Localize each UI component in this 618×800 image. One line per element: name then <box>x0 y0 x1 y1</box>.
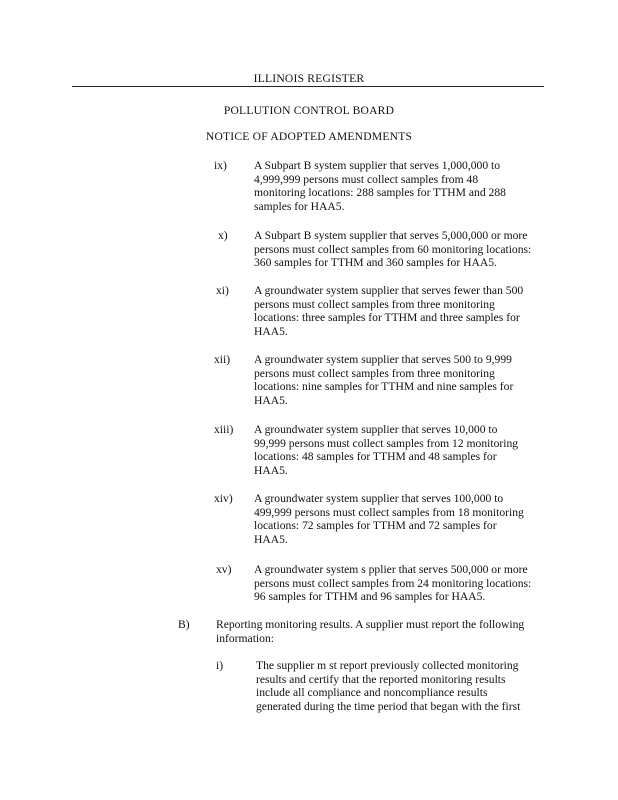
item-number: xii) <box>214 353 231 366</box>
item-text <box>254 563 531 604</box>
item-number: B) <box>178 618 190 631</box>
item-line: 96 samples for TTHM and 96 samples for HAA5. <box>254 590 486 604</box>
item-line: A groundwater system supplier that serves 10,000 to <box>254 423 498 436</box>
item-line: generated during the time period that began with the first <box>256 699 521 713</box>
board-name: POLLUTION CONTROL BOARD <box>223 104 395 117</box>
item-line: samples for HAA5. <box>254 199 345 213</box>
item-line: A groundwater system supplier that serves 100,000 to <box>254 492 504 505</box>
item-line: The supplier m st report previously collected monitoring <box>256 659 519 672</box>
item-line: include all compliance and noncompliance results <box>256 686 488 700</box>
item-text <box>254 229 531 270</box>
item-text <box>254 353 513 407</box>
item-line: persons must collect samples from three monitoring <box>254 297 495 311</box>
register-title: ILLINOIS REGISTER <box>253 72 365 85</box>
item-text <box>254 159 506 213</box>
item-text <box>254 284 523 338</box>
item-number: xi) <box>216 284 229 297</box>
item-line: information: <box>216 631 274 645</box>
item-line: Reporting monitoring results. A supplier must report the following <box>216 618 525 631</box>
item-line: persons must collect samples from three monitoring <box>254 366 495 380</box>
item-number: i) <box>216 659 224 672</box>
item-line: locations: 72 samples for TTHM and 72 samples for <box>254 519 497 533</box>
item-line: locations: three samples for TTHM and three samples for <box>254 311 520 325</box>
item-line: A groundwater system s pplier that serves 500,000 or more <box>254 563 528 576</box>
item-text <box>254 492 524 546</box>
item-number: xv) <box>216 563 232 576</box>
item-line: 499,999 persons must collect samples from 18 monitoring <box>254 505 524 519</box>
item-line: HAA5. <box>254 324 288 338</box>
item-text <box>254 423 518 477</box>
item-line: monitoring locations: 288 samples for TTHM and 288 <box>254 186 506 200</box>
item-line: A Subpart B system supplier that serves 1,000,000 to <box>254 159 501 172</box>
item-line: A Subpart B system supplier that serves 5,000,000 or more <box>254 229 528 242</box>
item-line: A groundwater system supplier that serves 500 to 9,999 <box>254 353 512 366</box>
item-line: 99,999 persons must collect samples from 12 monitoring <box>254 436 519 450</box>
item-line: 4,999,999 persons must collect samples from 48 <box>254 172 479 186</box>
item-line: 360 samples for TTHM and 360 samples for HAA5. <box>254 256 497 270</box>
item-number: xiii) <box>214 423 234 436</box>
header-rule <box>72 86 544 87</box>
item-line: persons must collect samples from 24 monitoring locations: <box>254 576 532 590</box>
item-line: A groundwater system supplier that serves fewer than 500 <box>254 284 524 297</box>
notice-title: NOTICE OF ADOPTED AMENDMENTS <box>205 130 413 143</box>
item-line: results and certify that the reported monitoring results <box>256 672 506 686</box>
item-line: locations: nine samples for TTHM and nine samples for <box>254 380 514 394</box>
item-number: ix) <box>214 159 227 172</box>
item-line: HAA5. <box>254 532 288 546</box>
item-number: x) <box>218 229 228 242</box>
item-line: persons must collect samples from 60 monitoring locations: <box>254 242 532 256</box>
item-line: locations: 48 samples for TTHM and 48 samples for <box>254 450 497 464</box>
item-text <box>216 618 524 645</box>
item-line: HAA5. <box>254 463 288 477</box>
item-line: HAA5. <box>254 393 288 407</box>
item-text <box>256 659 520 713</box>
item-number: xiv) <box>214 492 233 505</box>
